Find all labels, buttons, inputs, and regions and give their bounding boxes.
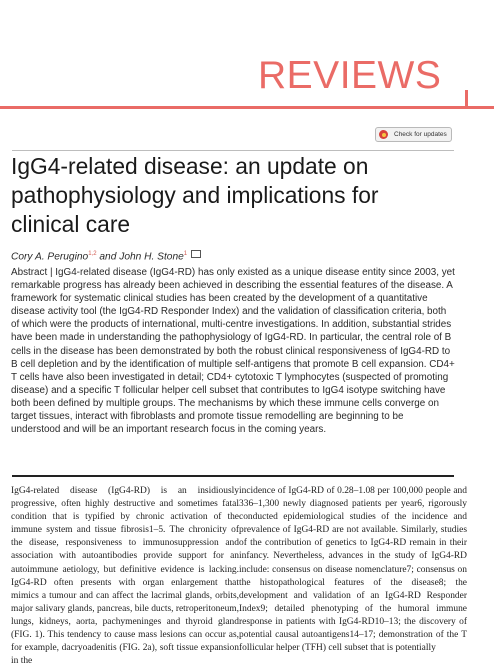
check-for-updates-button[interactable] <box>375 127 452 142</box>
abstract-rule <box>12 475 454 477</box>
accent-rule-end <box>465 90 468 109</box>
accent-rule <box>0 106 494 109</box>
author-name[interactable]: Cory A. Perugino <box>11 251 89 263</box>
check-for-updates-label: Check for updates <box>394 131 447 138</box>
crossmark-icon <box>379 130 388 139</box>
abstract-text: Abstract | IgG4-related disease (IgG4-RD) has only existed as a unique disease entity since 2003, yet remarkable progress has already been achieved in describing the essential features of the disease. A framework for systematic clinical studies has been created by the development of a quantitative disease activity tool (the IgG4-RD Responder Index) and the validation of classification criteria, both of which were the products of international, multi-centre investigations. In addition, substantial strides have been made in understanding the pathophysiology of IgG4-RD. In particular, the central role of B cells in the disease has been demonstrated by both the robust clinical responsiveness of IgG4-RD to B cell depletion and by the identification of multiple self-antigens that promote B cell expansion. CD4+ T cells have also been investigated in detail; CD4+ cytotoxic T lymphocytes (suspected of promoting disease) and a specific T follicular helper cell subset that contributes to IgG4 isotype switching have both been defined by multiple groups. The mechanisms by which these immune cells converge on target tissues, interact with fibroblasts and promote tissue remodelling are beginning to be understood and will be an important research focus in the coming years. <box>11 267 455 436</box>
author-affiliation: 1 <box>183 251 188 257</box>
body-column-right: incidence of IgG4-RD of 0.28–1.08 per 100,000 people and 336–1,300 newly diagnosed patients per year6, rigorously conducted epidemiological studies of the incidence and prevalence of IgG4-RD are not available. Similarly, studies of the contribution of genetics to IgG4-RD remain in their infancy. Nevertheless, advances in the study of IgG4-RD include: consensus on disease nomenclature7; consensus on the histopathological features of the disease8; the development and validation of an IgG4-RD Responder Index9; detailed phenotyping of the humoral immune response in patients with IgG4-RD10–13; the discovery of potential causal autoantigens14–17; demonstration of the T follicular helper (TFH) cell subset that is potentially <box>239 486 467 654</box>
mail-icon[interactable] <box>191 250 201 258</box>
section-label: REVIEWS <box>258 54 442 97</box>
body-column-left: IgG4-related disease (IgG4-RD) is an insidiously progressive, often highly destructive and sometimes fatal condition that is typified by chronic activation of the immune system and tissue fibrosis1–5. The chronicity of the disease, responsiveness to immunosuppression and association with autoantibodies provide support for an autoimmune aetiology, but definitive evidence is lacking. IgG4-RD often presents with organ enlargement that mimics a tumour and can affect the lacrimal glands, orbits, major salivary glands, pancreas, bile ducts, retroperitoneum, lungs, kidneys, aorta, pachymeninges and thyroid gland (FIG. 1). This tendency to cause mass lesions can occur as, for example, dacryoadenitis (FIG. 2a), soft tissue expansion in the <box>11 486 239 667</box>
author-name[interactable]: John H. Stone <box>119 251 184 263</box>
author-line <box>11 251 201 262</box>
author-connector: and <box>96 251 120 263</box>
article-title: IgG4-related disease: an update on pathophysiology and implications for clinical care <box>11 153 379 237</box>
author-affiliation: 1,2 <box>88 251 97 257</box>
title-rule <box>12 150 454 151</box>
